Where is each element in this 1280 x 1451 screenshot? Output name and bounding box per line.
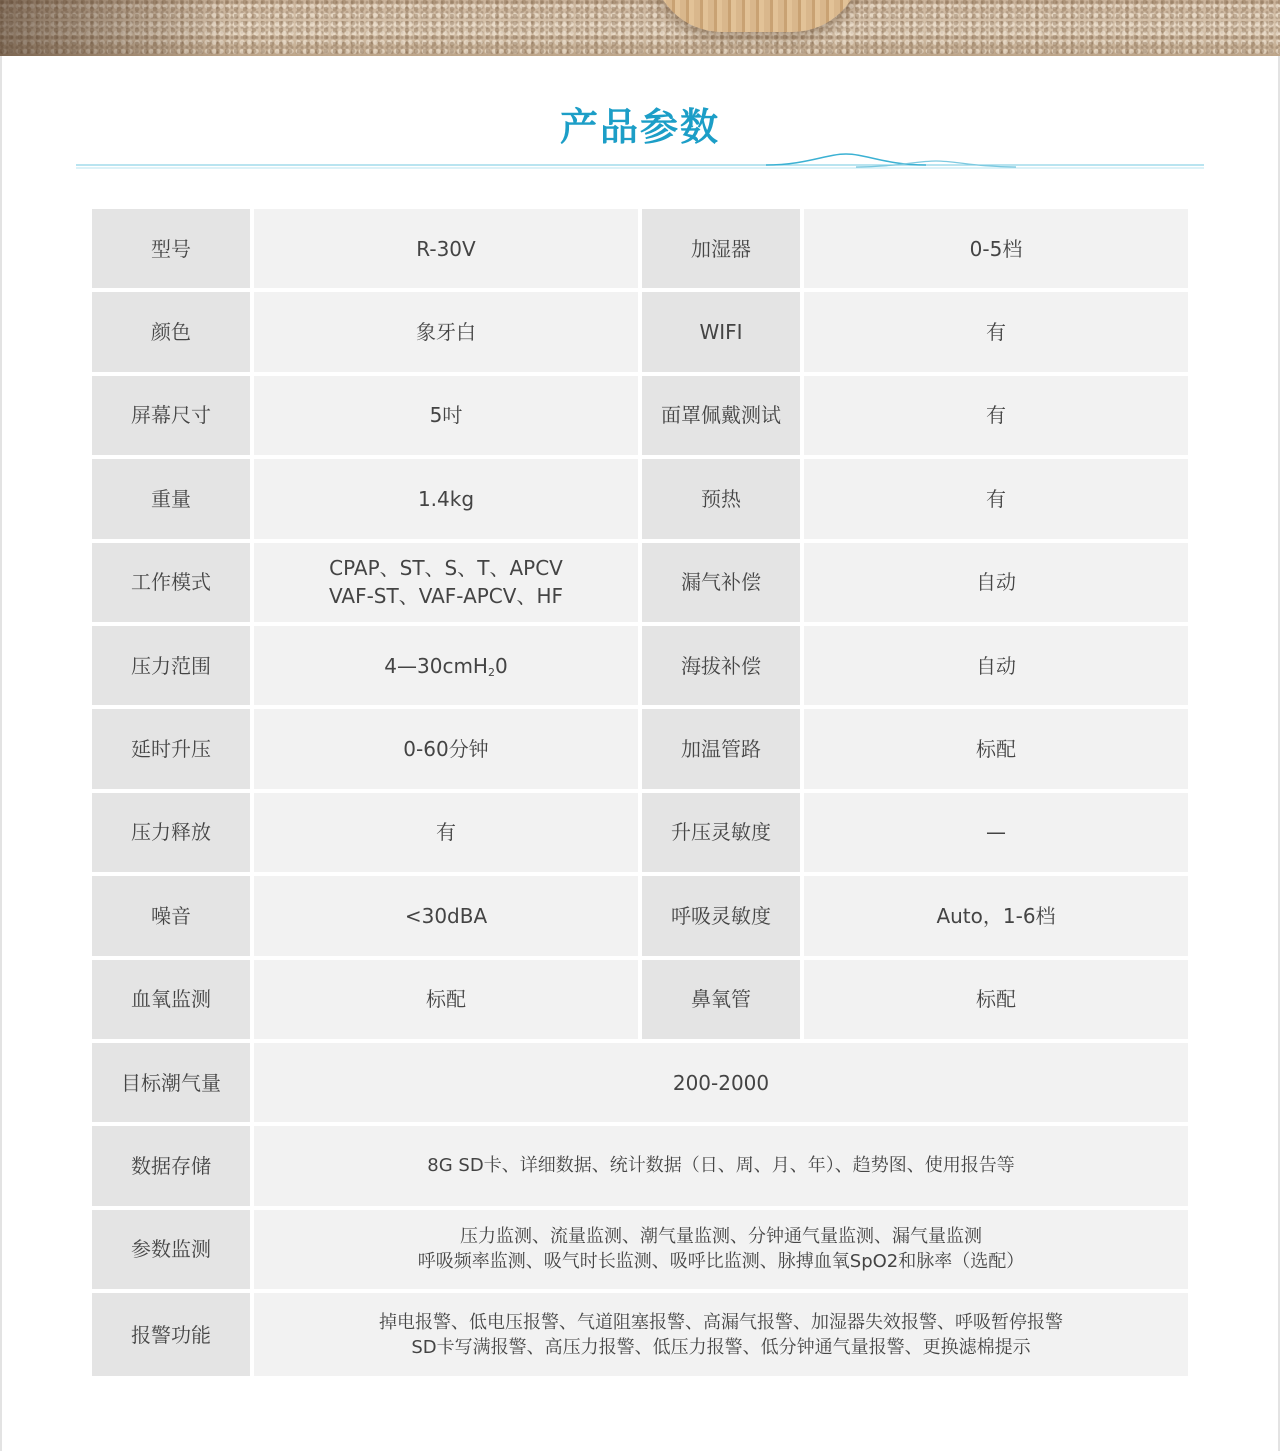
spec-label-wifi: WIFI [642,292,804,375]
spec-value-ramp: 0-60分钟 [254,709,642,792]
spec-value-leak-compensation: 自动 [804,543,1188,626]
spec-value-target-tidal-volume: 200-2000 [254,1043,1188,1126]
table-row [92,709,1188,792]
spec-value-preheat: 有 [804,459,1188,542]
table-row [92,876,1188,959]
spec-value-data-storage: 8G SD卡、详细数据、统计数据（日、周、月、年）、趋势图、使用报告等 [254,1126,1188,1209]
spec-label-screen-size: 屏幕尺寸 [92,376,254,459]
spec-value-mask-fit-test: 有 [804,376,1188,459]
spec-label-work-mode: 工作模式 [92,543,254,626]
spec-label-altitude-compensation: 海拔补偿 [642,626,804,709]
table-row [92,793,1188,876]
spec-value-heated-tube: 标配 [804,709,1188,792]
spec-label-mask-fit-test: 面罩佩戴测试 [642,376,804,459]
spec-label-pressure-range: 压力范围 [92,626,254,709]
spec-table [92,209,1188,1376]
pressure-range-subscript: 2 [487,665,495,679]
spec-value-spo2-monitoring: 标配 [254,960,642,1043]
spec-label-noise: 噪音 [92,876,254,959]
table-row [92,960,1188,1043]
spec-value-breath-sensitivity: Auto，1-6档 [804,876,1188,959]
parameter-monitoring-line-2: 呼吸频率监测、吸气时长监测、吸呼比监测、脉搏血氧SpO2和脉率（选配） [417,1251,1025,1273]
spec-label-spo2-monitoring: 血氧监测 [92,960,254,1043]
alarms-line-1: 掉电报警、低电压报警、气道阻塞报警、高漏气报警、加湿器失效报警、呼吸暂停报警 [379,1311,1063,1333]
spec-value-nasal-cannula: 标配 [804,960,1188,1043]
table-row [92,543,1188,626]
table-row [92,292,1188,375]
spec-label-preheat: 预热 [642,459,804,542]
spec-label-rise-sensitivity: 升压灵敏度 [642,793,804,876]
spec-value-color: 象牙白 [254,292,642,375]
table-row [92,1043,1188,1126]
spec-value-noise: <30dBA [254,876,642,959]
spec-value-screen-size: 5吋 [254,376,642,459]
table-row [92,1293,1188,1376]
spec-label-target-tidal-volume: 目标潮气量 [92,1043,254,1126]
spec-value-model: R-30V [254,209,642,292]
work-mode-line-2: VAF-ST、VAF-APCV、HF [328,584,563,609]
photo-shadow [0,0,240,56]
product-photo-strip [0,0,1280,56]
pressure-range-main: 4—30cmH [384,653,488,678]
spec-value-alarms [254,1293,1188,1376]
spec-value-pressure-range [254,626,642,709]
title-wave-divider [76,148,1204,178]
spec-value-wifi: 有 [804,292,1188,375]
spec-label-parameter-monitoring: 参数监测 [92,1210,254,1293]
spec-label-pressure-relief: 压力释放 [92,793,254,876]
parameter-monitoring-line-1: 压力监测、流量监测、潮气量监测、分钟通气量监测、漏气量监测 [460,1226,982,1248]
spec-value-work-mode [254,543,642,626]
table-row [92,1126,1188,1209]
work-mode-line-1: CPAP、ST、S、T、APCV [329,556,563,581]
table-row [92,376,1188,459]
spec-value-altitude-compensation: 自动 [804,626,1188,709]
spec-label-ramp: 延时升压 [92,709,254,792]
spec-label-leak-compensation: 漏气补偿 [642,543,804,626]
wooden-device-base [652,0,862,32]
spec-label-breath-sensitivity: 呼吸灵敏度 [642,876,804,959]
page-title: 产品参数 [559,105,720,149]
spec-value-humidifier: 0-5档 [804,209,1188,292]
spec-label-humidifier: 加湿器 [642,209,804,292]
spec-label-weight: 重量 [92,459,254,542]
spec-value-rise-sensitivity: — [804,793,1188,876]
table-row [92,209,1188,292]
alarms-line-2: SD卡写满报警、高压力报警、低压力报警、低分钟通气量报警、更换滤棉提示 [411,1336,1031,1358]
pressure-range-tail: 0 [494,653,508,678]
spec-value-pressure-relief: 有 [254,793,642,876]
spec-label-alarms: 报警功能 [92,1293,254,1376]
table-row [92,1210,1188,1293]
spec-label-nasal-cannula: 鼻氧管 [642,960,804,1043]
spec-label-model: 型号 [92,209,254,292]
table-row [92,459,1188,542]
spec-label-heated-tube: 加温管路 [642,709,804,792]
spec-value-parameter-monitoring [254,1210,1188,1293]
table-row [92,626,1188,709]
spec-label-data-storage: 数据存储 [92,1126,254,1209]
page-frame-left [0,56,2,1451]
spec-label-color: 颜色 [92,292,254,375]
spec-value-weight: 1.4kg [254,459,642,542]
